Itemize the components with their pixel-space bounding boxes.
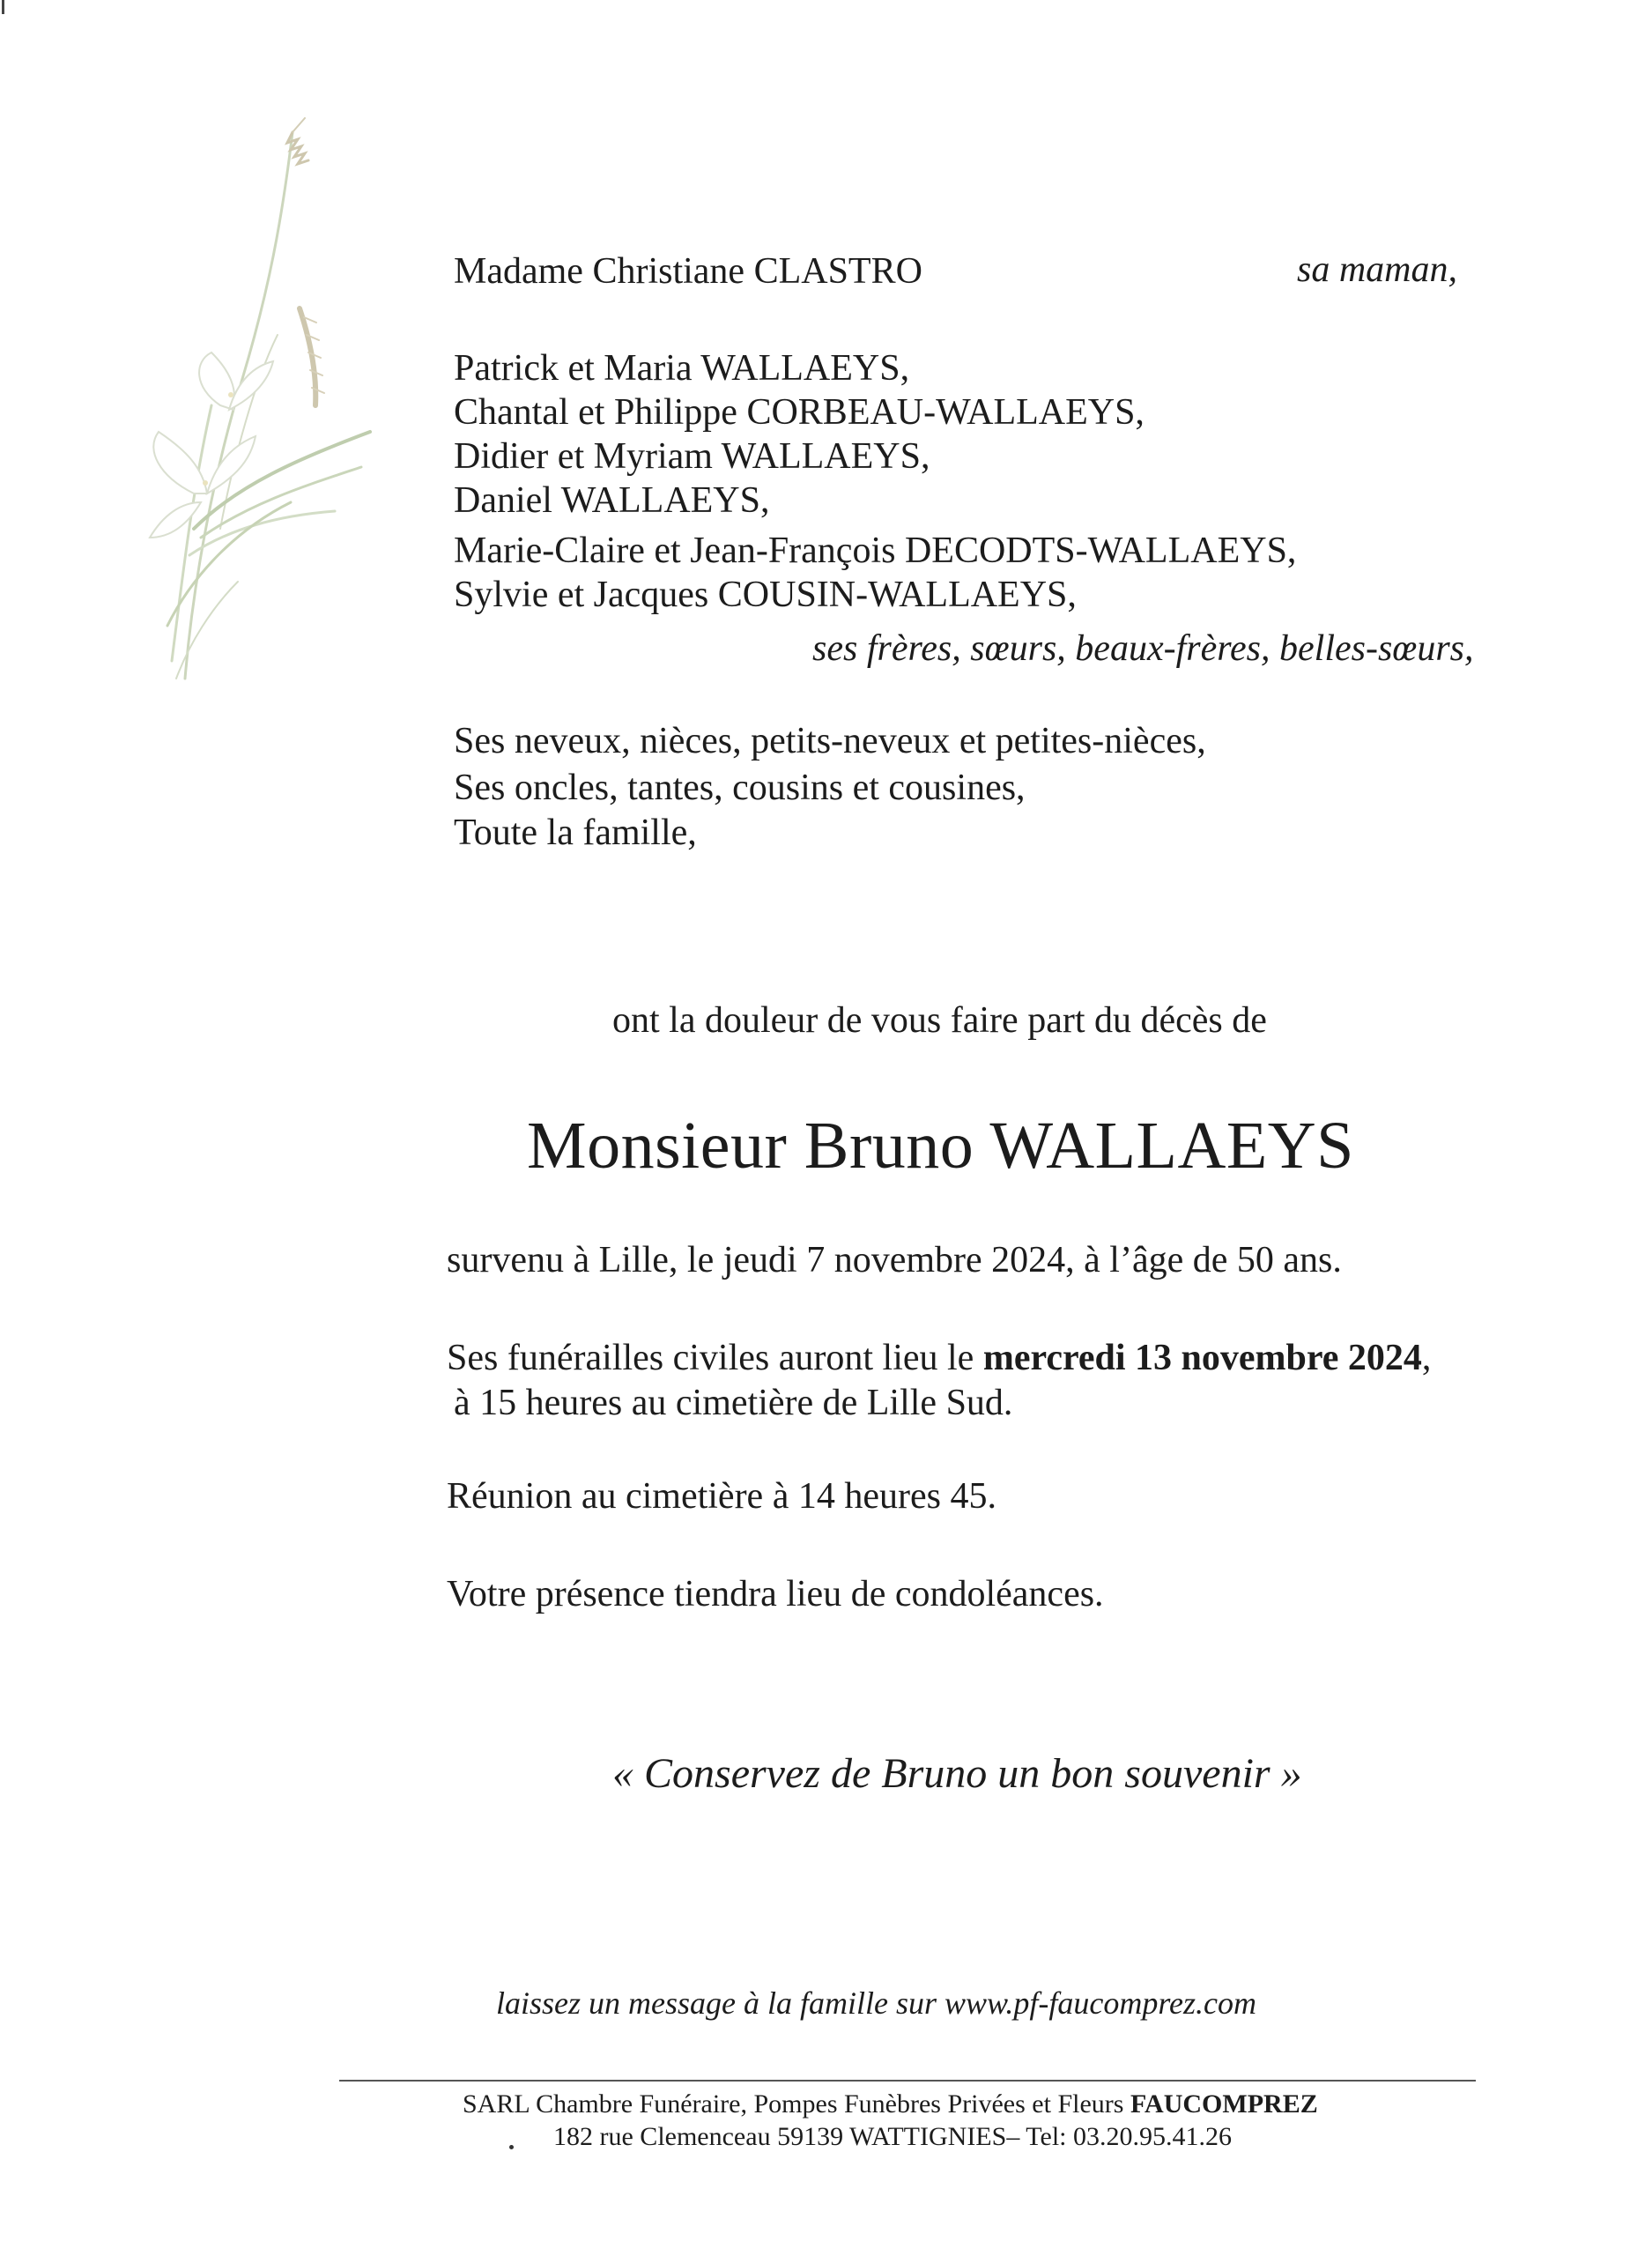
condolences-note: Votre présence tiendra lieu de condoléances.	[447, 1574, 1104, 1614]
deceased-name: Monsieur Bruno WALLAEYS	[527, 1109, 1354, 1183]
sibling-line-6: Sylvie et Jacques COUSIN-WALLAEYS,	[454, 575, 1077, 615]
siblings-relation: ses frères, sœurs, beaux-frères, belles-sœurs,	[812, 628, 1474, 669]
footer-address: 182 rue Clemenceau 59139 WATTIGNIES– Tel: 03.20.95.41.26	[553, 2122, 1232, 2151]
funeral-line-1-text: Ses funérailles civiles auront lieu le	[447, 1338, 983, 1378]
death-info: survenu à Lille, le jeudi 7 novembre 2024, à l’âge de 50 ans.	[447, 1240, 1342, 1280]
footer-divider	[339, 2080, 1476, 2082]
footer-company-text: SARL Chambre Funéraire, Pompes Funèbres Privées et Fleurs	[463, 2089, 1130, 2119]
footer-company	[463, 2089, 1318, 2119]
funeral-line-1	[447, 1336, 1431, 1380]
meeting-info: Réunion au cimetière à 14 heures 45.	[447, 1476, 996, 1517]
funeral-line-2: à 15 heures au cimetière de Lille Sud.	[454, 1383, 1013, 1423]
mother-name: Madame Christiane CLASTRO	[454, 251, 922, 292]
sibling-line-2: Chantal et Philippe CORBEAU-WALLAEYS,	[454, 392, 1145, 433]
funeral-date: mercredi 13 novembre 2024	[982, 1338, 1422, 1378]
sibling-line-1: Patrick et Maria WALLAEYS,	[454, 348, 910, 389]
website-message: laissez un message à la famille sur www.pf-faucomprez.com	[496, 1985, 1256, 2021]
announcement-intro: ont la douleur de vous faire part du décès de	[612, 1000, 1267, 1041]
relatives-line-1: Ses neveux, nièces, petits-neveux et petites-nièces,	[454, 721, 1206, 761]
relatives-line-2: Ses oncles, tantes, cousins et cousines,	[454, 768, 1026, 808]
scan-edge-mark	[2, 0, 4, 14]
mother-relation: sa maman,	[1297, 249, 1458, 290]
relatives-line-3: Toute la famille,	[454, 813, 697, 853]
footer-company-brand: FAUCOMPREZ	[1130, 2089, 1318, 2119]
sibling-line-3: Didier et Myriam WALLAEYS,	[454, 436, 930, 477]
funeral-line-1-end: ,	[1421, 1338, 1432, 1378]
sibling-line-5: Marie-Claire et Jean-François DECODTS-WALLAEYS,	[454, 531, 1297, 571]
stray-dot	[509, 2145, 514, 2149]
remembrance-quote: « Conservez de Bruno un bon souvenir »	[612, 1750, 1302, 1797]
lily-wheat-icon	[88, 115, 379, 687]
sibling-line-4: Daniel WALLAEYS,	[454, 480, 770, 521]
